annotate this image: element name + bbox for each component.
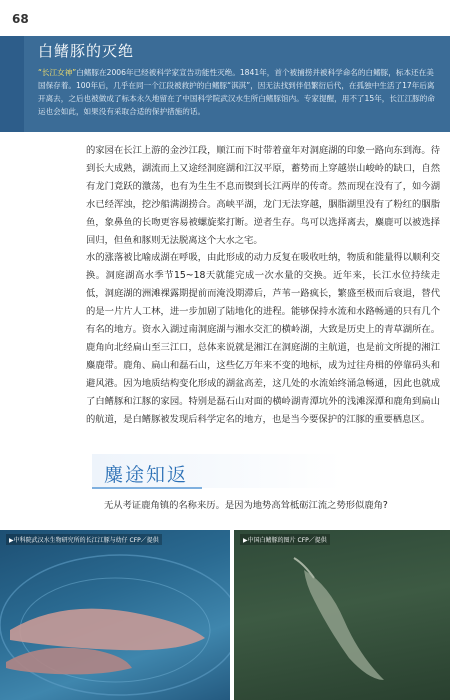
photo-finless-porpoise	[0, 530, 230, 700]
section-title: 麋途知返	[104, 464, 189, 486]
baiji-image	[234, 530, 450, 700]
intro-box-accent	[0, 36, 24, 132]
intro-highlight: “长江女神”	[38, 68, 77, 77]
intro-box	[0, 36, 450, 132]
intro-text: 白鳍豚在2006年已经被科学家宣告功能性灭绝。1841年，首个被捕捞并被科学命名的白鳍豚，标本还在美国保存着。100年后，几乎在同一个江段被救护的白鳍豚“淇淇”，因无法找到伴侣繁衍后代，在孤独中生活了17年后离开离去，之后也被做成了标本永久地留在了中国科学院武汉水生所白鳍豚馆内。专家提醒，用不了15年，长江江豚的命运也会如此，如果没有采取合适的保护措施的话。	[38, 68, 435, 116]
photo-left-caption: ▶中科院武汉水生物研究所的长江江豚与幼仔 CFP／提供	[6, 534, 162, 545]
intro-body	[38, 66, 436, 118]
photo-right-caption: ▶中国白鳍豚的图片 CFP／提供	[240, 534, 330, 545]
section-lead: 无从考证鹿角镇的名称来历。是因为地势高耸柢砺江流之势形似鹿角?	[104, 500, 388, 511]
porpoise-image	[0, 530, 230, 700]
photo-baiji	[234, 530, 450, 700]
main-paragraph-1: 的家园在长江上游的金沙江段，顺江而下时带着童年对洞庭湖的印象一路向东到海。待到长大成熟，湖流而上又途经洞庭湖和江汉平原，蓄势而上穿越崇山峻岭的缺口，自然有龙门竟跃的激荡，也有为生生不息而锲到长江两岸的传奇。然而现在没有了，如今湖水已经浑浊，挖沙船满湖捞合。高峡平湖，龙门无法穿越，胭脂湖里没有了粉红的胭脂鱼，象鼻鱼的长吻更容易被螺旋桨打断。逆者生存。鸟可以选择离去，麋鹿可以被选择回归，但鱼和豚则无法脱离这个大水之宅。	[86, 145, 440, 246]
page-number: 68	[12, 12, 29, 26]
section-underline	[92, 487, 202, 489]
main-paragraph-2: 水的涨落被比喻成湖在呼吸，由此形成的动力反复在吸收吐纳，物质和能量得以顺利交换。洞庭湖高水季节15~18天就能完成一次水量的交换。近年来，长江水位持续走低，洞庭湖的洲滩裸露期提前而淹没期滞后，芦苇一路疯长，繁盛至极而后衰退，替代的是一片片人工林，进一步加剧了陆地化的进程。能够保持水流和水路畅通的只有几个有名的地方。资水入湖过南洞庭湖与湘水交汇的横岭湖，大致是历史上的青草湖所在。鹿角向北经扁山至三江口，总体来说就是湘江在洞庭湖的主航道，也是前文所提的湘江麋鹿带。鹿角、扁山和磊石山，这些亿万年来不变的地标，成为过往舟楫的停靠码头和避风港。因为地质结构变化形成的湖盆高差，这几处的水流始终涌急畅通，因此也就成了白鳍豚和江豚的家园。特别是磊石山对面的横岭湖青潭坑外的浅滩深潭和鹿角到扁山的航道，是白鳍豚被发现后科学定名的地方，也是当今要保护的江豚的重要栖息区。	[86, 252, 440, 425]
intro-title: 白鳍豚的灭绝	[38, 42, 135, 60]
